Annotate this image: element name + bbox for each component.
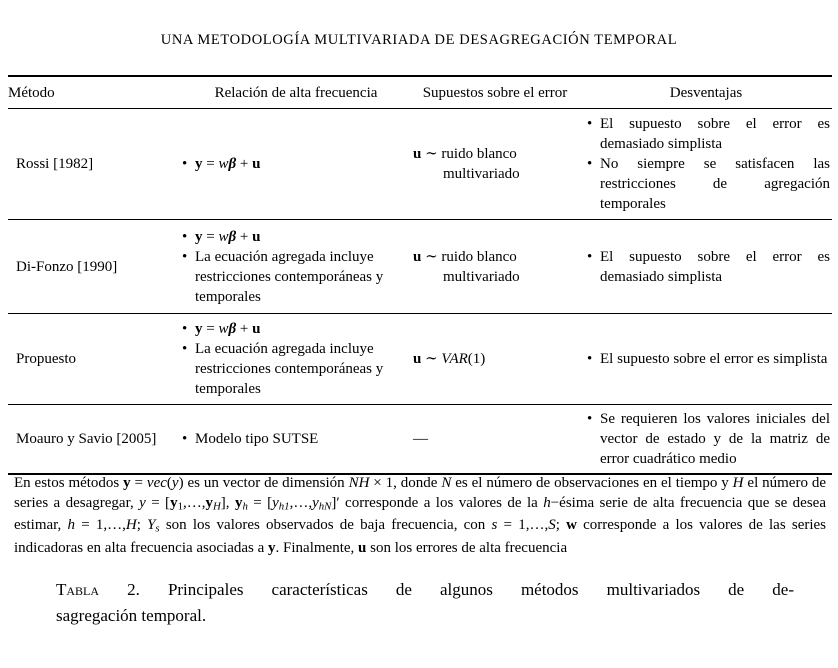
error-cell — [410, 220, 580, 313]
header-error: Supuestos sobre el error — [422, 84, 568, 101]
table-caption — [56, 577, 794, 629]
table-row-di-fonzo — [8, 220, 832, 314]
error-assumption: u ∼ ruido blanco multivariado — [413, 146, 520, 182]
header-relation: Relación de alta frecuencia — [214, 84, 378, 101]
table-header-row — [8, 77, 832, 109]
error-cell — [410, 405, 580, 473]
bullet-icon — [182, 227, 195, 247]
error-assumption: — — [413, 431, 428, 447]
running-head: UNA METODOLOGÍA MULTIVARIADA DE DESAGREGACIÓN TEMPORAL — [160, 32, 678, 48]
caption-line-2: sagregación temporal. — [56, 606, 207, 625]
header-disadvantages: Desventajas — [669, 84, 743, 101]
bullet-icon — [182, 429, 195, 449]
relation-cell — [182, 109, 410, 219]
disadvantages-cell — [580, 109, 832, 219]
relation-item: Modelo tipo SUTSE — [195, 431, 319, 447]
method-cell: Rossi [1982] — [16, 156, 94, 172]
method-cell: Moauro y Savio [2005] — [16, 431, 157, 447]
method-cell: Di-Fonzo [1990] — [16, 258, 118, 275]
bullet-icon — [182, 339, 195, 359]
bullet-icon — [587, 247, 600, 267]
relation-formula: y = wβ + u — [195, 228, 261, 245]
relation-cell — [182, 220, 410, 313]
error-cell — [410, 314, 580, 404]
methods-table — [8, 75, 832, 475]
relation-formula: y = wβ + u — [195, 156, 261, 172]
disadvantage-item: No siempre se satisfacen las restricciones de agregación temporales — [600, 156, 830, 212]
disadvantage-item: El supuesto sobre el error es demasiado simplista — [600, 116, 830, 152]
bullet-icon — [587, 114, 600, 134]
disadvantages-cell — [580, 405, 832, 473]
bullet-icon — [587, 409, 600, 429]
table-row-moauro-savio — [8, 405, 832, 473]
bullet-icon — [182, 154, 195, 174]
disadvantage-item: El supuesto sobre el error es demasiado simplista — [600, 248, 830, 285]
disadvantages-cell — [580, 220, 832, 313]
relation-formula: y = wβ + u — [195, 321, 261, 337]
error-assumption: u ∼ ruido blanco multivariado — [413, 248, 520, 285]
caption-line-1: Tabla 2. Principales características de algunos métodos multivariados de de- — [56, 580, 794, 599]
bullet-icon — [182, 319, 195, 339]
relation-cell — [182, 405, 410, 473]
disadvantage-item: Se requieren los valores iniciales del vector de estado y de la matriz de error cuadrático medio — [600, 411, 830, 467]
error-assumption: u ∼ VAR(1) — [413, 351, 486, 367]
bullet-icon — [587, 349, 600, 369]
bullet-icon — [182, 247, 195, 267]
relation-item: La ecuación agregada incluye restricciones contemporáneas y temporales — [195, 248, 384, 305]
table-row-rossi — [8, 109, 832, 220]
table-footnote: En estos métodos y = vec(y) es un vector de dimensión NH × 1, donde N es el número de observaciones en el tiempo y H el número de series a desagregar, y = [y1,…,yH], yh = [yh1,…,yhN]′ corresponde a los valores de la h−ésima serie de alta frecuencia que se desea estimar, h = 1,…,H; Ys son los valores observados de baja frecuencia, con s = 1,…,S; w corresponde a los valores de las series indicadoras en alta frecuencia asociadas a y. Finalmente, u son los errores de alta frecuencia — [14, 475, 827, 557]
relation-cell — [182, 314, 410, 404]
method-cell: Propuesto — [16, 351, 76, 367]
bullet-icon — [587, 154, 600, 174]
disadvantages-cell — [580, 314, 832, 404]
table-row-propuesto — [8, 314, 832, 405]
disadvantage-item: El supuesto sobre el error es simplista — [600, 351, 828, 367]
error-cell — [410, 109, 580, 219]
relation-item: La ecuación agregada incluye restricciones contemporáneas y temporales — [195, 341, 384, 397]
header-method: Método — [8, 84, 55, 101]
